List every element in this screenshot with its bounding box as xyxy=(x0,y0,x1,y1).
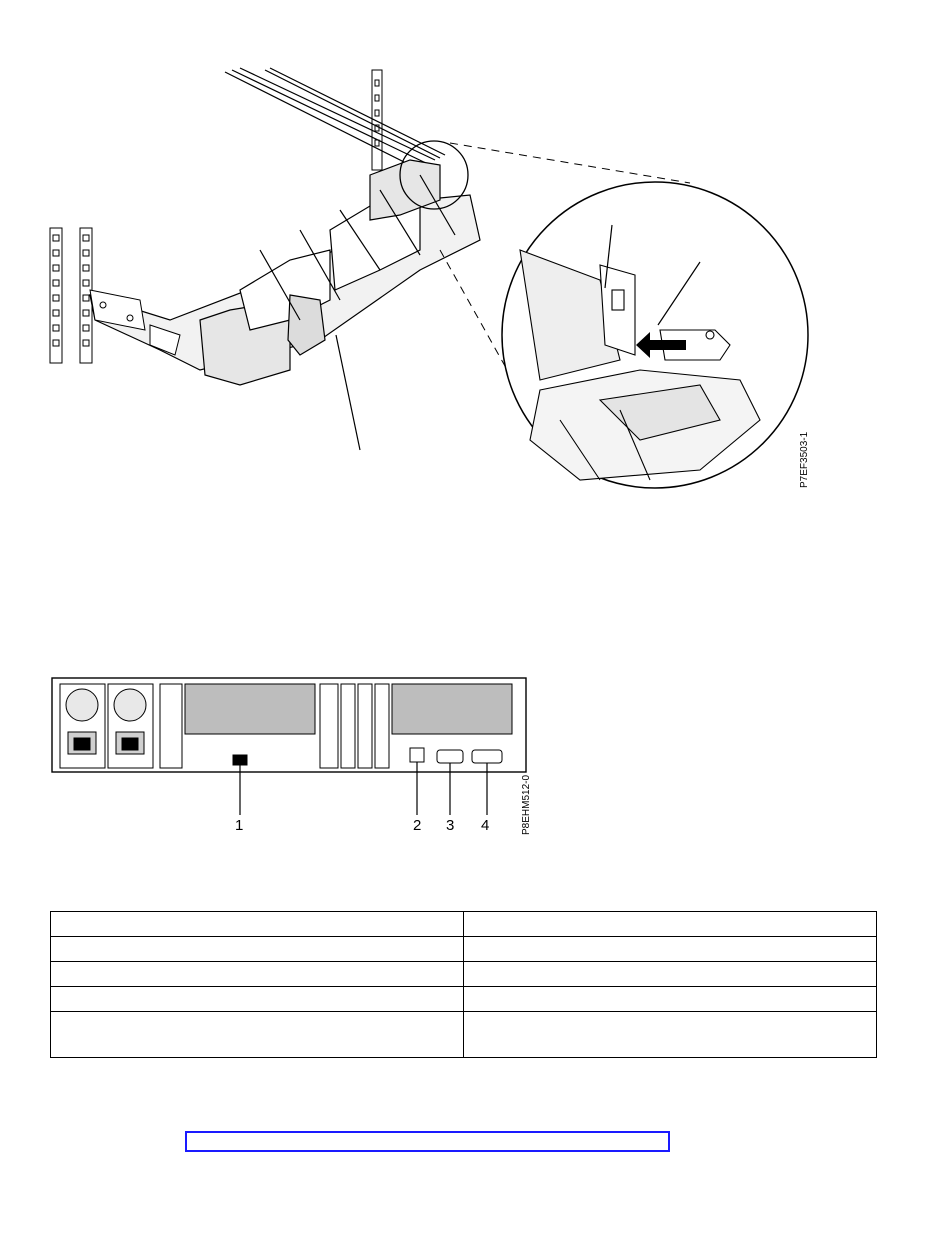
cable-management-arm xyxy=(90,160,480,385)
table-row xyxy=(51,912,877,937)
rear-panel-figure xyxy=(0,660,950,860)
callout-4: 4 xyxy=(481,817,490,834)
table-row xyxy=(51,987,877,1012)
table-cell xyxy=(464,962,877,987)
magnified-detail xyxy=(502,182,808,488)
hyperlink-box[interactable] xyxy=(185,1131,670,1152)
table-cell xyxy=(464,937,877,962)
vga-port xyxy=(472,750,502,763)
usb-port xyxy=(233,755,247,765)
table-row xyxy=(51,962,877,987)
callout-2: 2 xyxy=(413,817,422,834)
cable-arm-figure xyxy=(0,0,950,560)
table-cell xyxy=(464,1012,877,1058)
ports-table xyxy=(50,911,877,1058)
table-cell xyxy=(464,912,877,937)
rack-rail xyxy=(225,68,445,170)
table-cell xyxy=(51,987,464,1012)
table-cell xyxy=(51,937,464,962)
table-cell xyxy=(51,912,464,937)
rear-figure-id-label: P8EHM512-0 xyxy=(521,774,532,835)
table-cell xyxy=(51,962,464,987)
figure-id-label: P7EF3503-1 xyxy=(799,431,810,488)
rack-post-left xyxy=(50,228,92,363)
table-row xyxy=(51,937,877,962)
callout-1: 1 xyxy=(235,817,244,834)
rear-panel-illustration xyxy=(0,660,950,860)
ethernet-port xyxy=(410,748,424,762)
callout-3: 3 xyxy=(446,817,455,834)
table-cell xyxy=(51,1012,464,1058)
serial-port xyxy=(437,750,463,763)
table-row xyxy=(51,1012,877,1058)
table-cell xyxy=(464,987,877,1012)
